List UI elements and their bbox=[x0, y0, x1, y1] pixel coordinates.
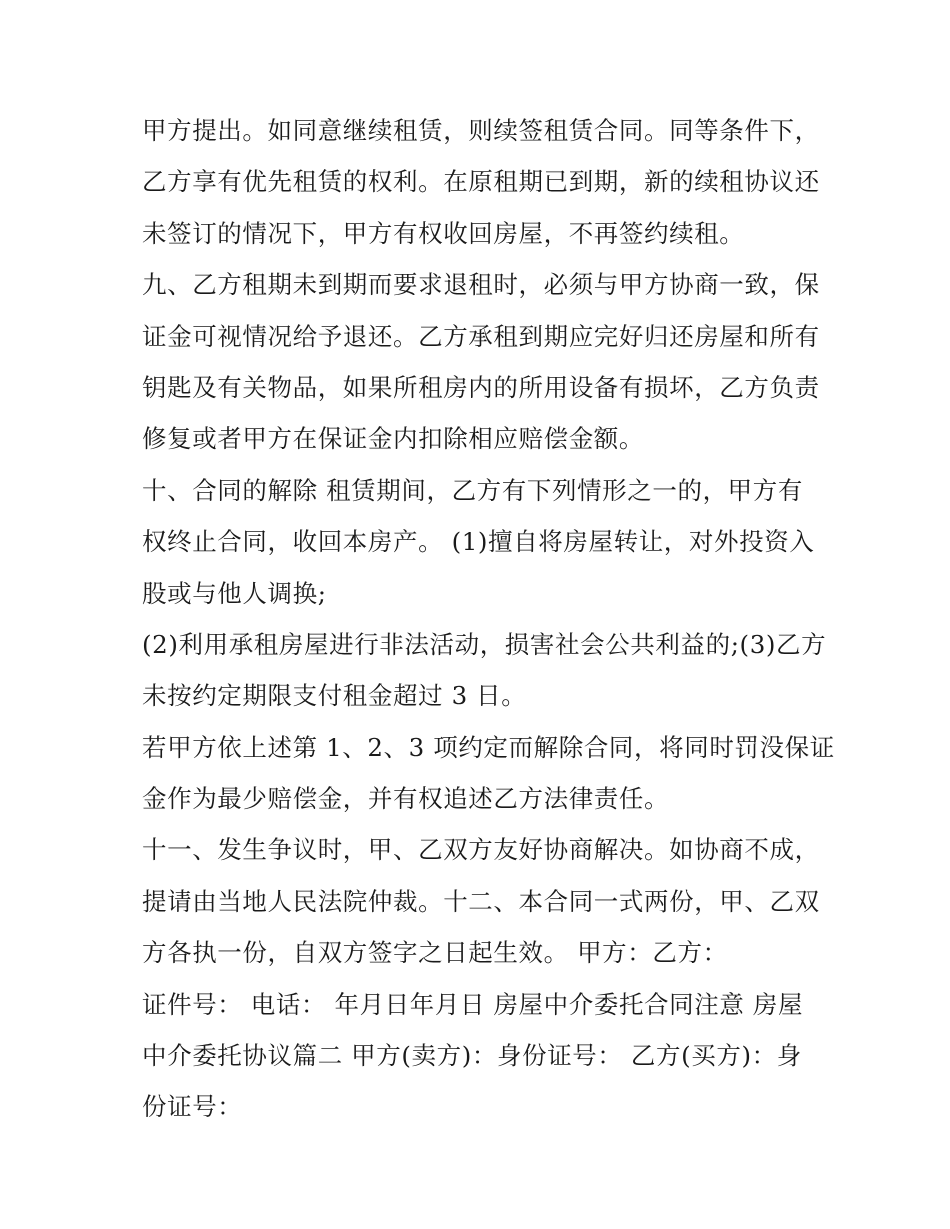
text-line: 修复或者甲方在保证金内扣除相应赔偿金额。 bbox=[142, 424, 644, 454]
text-line: 提请由当地人民法院仲裁。十二、本合同一式两份，甲、乙双 bbox=[142, 886, 820, 916]
text-line: 权终止合同，收回本房产。 (1)擅自将房屋转让，对外投资入 bbox=[142, 527, 815, 557]
text-line: 九、乙方租期未到期而要求退租时，必须与甲方协商一致，保 bbox=[142, 270, 820, 300]
text-line: 十、合同的解除 租赁期间，乙方有下列情形之一的，甲方有 bbox=[142, 475, 803, 505]
text-line: 中介委托协议篇二 甲方(卖方)：身份证号： 乙方(买方)：身 bbox=[142, 1041, 802, 1071]
text-line: 十一、发生争议时，甲、乙双方友好协商解决。如协商不成， bbox=[142, 835, 820, 865]
text-line: 未签订的情况下，甲方有权收回房屋，不再签约续租。 bbox=[142, 218, 745, 248]
text-line: 证件号： 电话： 年月日年月日 房屋中介委托合同注意 房屋 bbox=[142, 989, 804, 1019]
text-line: 股或与他人调换; bbox=[142, 578, 327, 608]
text-line: 份证号： bbox=[142, 1092, 243, 1122]
text-line: (2)利用承租房屋进行非法活动，损害社会公共利益的;(3)乙方 bbox=[142, 629, 827, 659]
text-line: 乙方享有优先租赁的权利。在原租期已到期，新的续租协议还 bbox=[142, 167, 820, 197]
text-line: 方各执一份，自双方签字之日起生效。 甲方：乙方： bbox=[142, 938, 728, 968]
text-line: 证金可视情况给予退还。乙方承租到期应完好归还房屋和所有 bbox=[142, 321, 820, 351]
text-line: 若甲方依上述第 1、2、3 项约定而解除合同，将同时罚没保证 bbox=[142, 732, 835, 762]
text-line: 甲方提出。如同意继续租赁，则续签租赁合同。同等条件下， bbox=[142, 116, 820, 145]
document-body bbox=[142, 105, 835, 1133]
text-line: 钥匙及有关物品，如果所租房内的所用设备有损坏，乙方负责 bbox=[142, 372, 820, 402]
text-line: 未按约定期限支付租金超过 3 日。 bbox=[142, 681, 527, 711]
text-line: 金作为最少赔偿金，并有权追述乙方法律责任。 bbox=[142, 784, 670, 814]
